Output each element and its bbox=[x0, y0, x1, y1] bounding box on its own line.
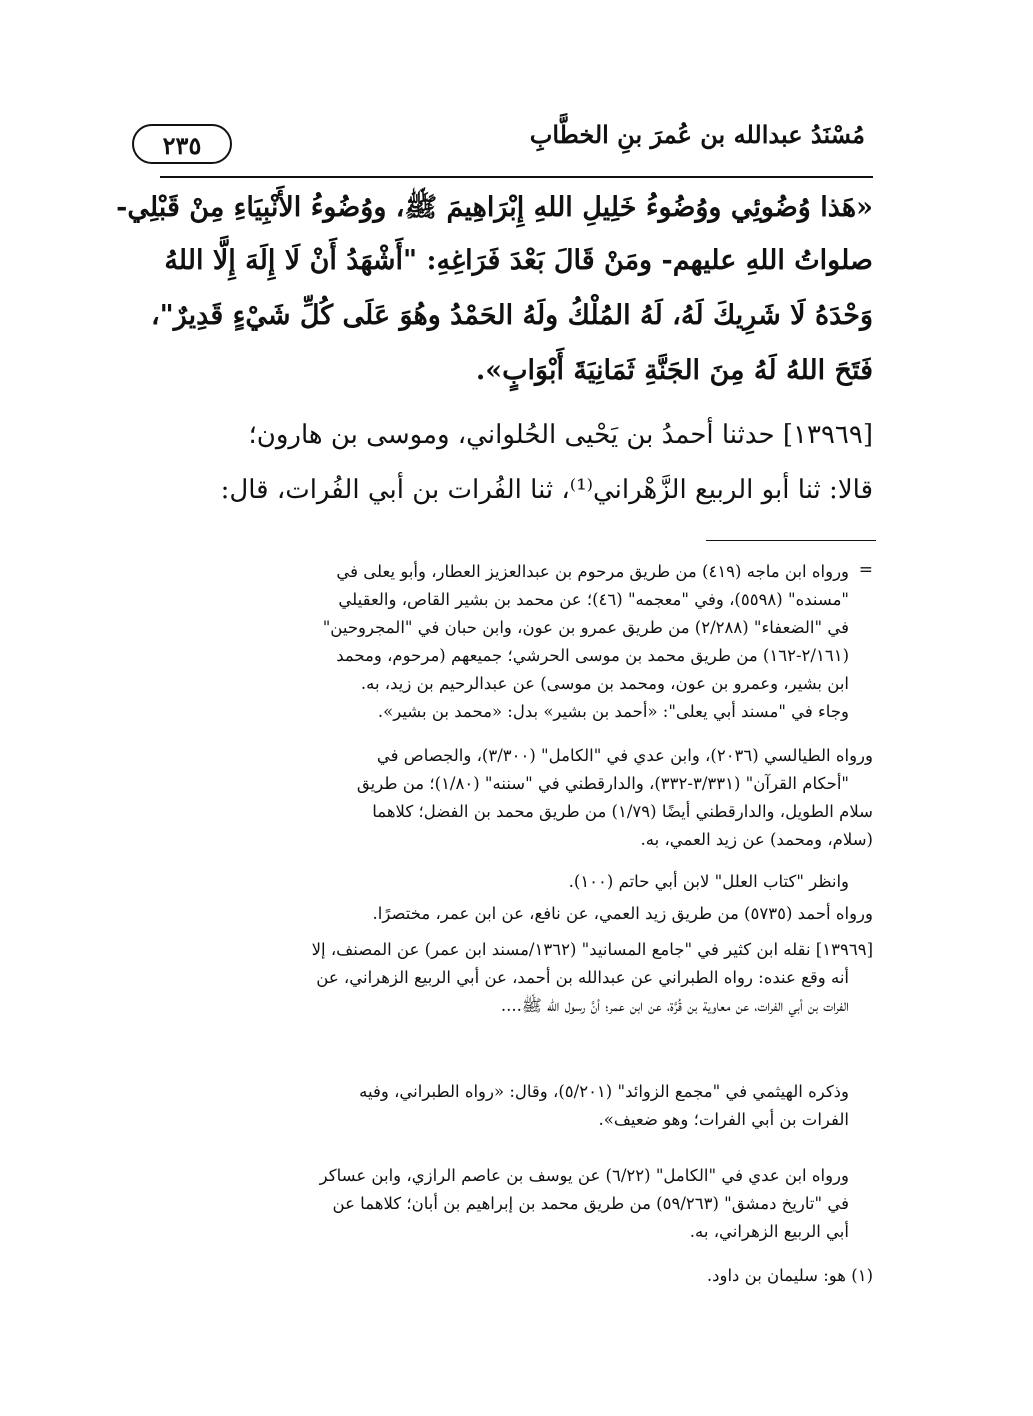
hadith-line: صلواتُ اللهِ عليهم- ومَنْ قَالَ بَعْدَ فَرَاغِهِ: "أَشْهَدُ أَنْ لَا إِلَهَ إِلَّا اللهُ bbox=[164, 245, 873, 276]
footnote-line: وانظر "كتاب العلل" لابن أبي حاتم (١٠٠). bbox=[568, 872, 849, 891]
footnote-line: الفرات بن أبي الفرات، عن معاوية بن قُرَّة، عن ابن عمر؛ أنَّ رسول الله ﷺ.... bbox=[500, 996, 849, 1015]
footnote-line: الفرات بن أبي الفرات؛ وهو ضعيف». bbox=[598, 1110, 849, 1129]
footnote-line: في "تاريخ دمشق" (٥٩/٢٦٣) من طريق محمد بن إبراهيم بن أبان؛ كلاهما عن bbox=[332, 1194, 849, 1213]
footnote-line: وجاء في "مسند أبي يعلى": «أحمد بن بشير» بدل: «محمد بن بشير». bbox=[377, 702, 849, 721]
footnote-separator bbox=[706, 540, 876, 541]
footnote-line: [١٣٩٦٩] نقله ابن كثير في "جامع المسانيد" (١٣٦٢/مسند ابن عمر) عن المصنف، إلا bbox=[311, 940, 873, 959]
footnote-line: ورواه الطيالسي (٢٠٣٦)، وابن عدي في "الكامل" (٣/٣٠٠)، والجصاص في bbox=[376, 746, 873, 765]
narration-line: قالا: ثنا أبو الربيع الزَّهْراني⁽¹⁾، ثنا الفُرات بن أبي الفُرات، قال: bbox=[220, 475, 873, 505]
running-header-title: مُسْنَدُ عبدالله بن عُمرَ بنِ الخطَّابِ bbox=[529, 120, 865, 149]
header-rule bbox=[160, 176, 873, 178]
footnote-line: ورواه ابن ماجه (٤١٩) من طريق مرحوم بن عبدالعزيز العطار، وأبو يعلى في bbox=[336, 562, 849, 581]
footnote-line: (٢/١٦١-١٦٢) من طريق محمد بن موسى الحرشي؛ جميعهم (مرحوم، ومحمد bbox=[336, 646, 849, 665]
hadith-line: فَتَحَ اللهُ لَهُ مِنَ الجَنَّةِ ثَمَانِيَةَ أَبْوَابٍ». bbox=[475, 355, 873, 386]
page-number-badge: ٢٣٥ bbox=[132, 124, 232, 164]
hadith-line: «هَذا وُضُوئِي ووُضُوءُ خَلِيلِ اللهِ إِبْرَاهِيمَ ﷺ، ووُضُوءُ الأَنْبِيَاءِ مِنْ قَبْلِي- bbox=[116, 192, 873, 223]
footnote-line: ورواه أحمد (٥٧٣٥) من طريق زيد العمي، عن نافع، عن ابن عمر، مختصرًا. bbox=[372, 904, 873, 923]
footnote-line: ابن بشير، وعمرو بن عون، ومحمد بن موسى) عن عبدالرحيم بن زيد، به. bbox=[360, 674, 849, 693]
footnote-line: "مسنده" (٥٥٩٨)، وفي "معجمه" (٤٦)؛ عن محمد بن بشير القاص، والعقيلي bbox=[338, 590, 849, 609]
footnote-line: في "الضعفاء" (٢/٢٨٨) من طريق عمرو بن عون، وابن حبان في "المجروحين" bbox=[322, 618, 849, 637]
footnote-line: ورواه ابن عدي في "الكامل" (٦/٢٢) عن يوسف بن عاصم الرازي، وابن عساكر bbox=[319, 1166, 849, 1185]
hadith-line: وَحْدَهُ لَا شَرِيكَ لَهُ، لَهُ المُلْكُ ولَهُ الحَمْدُ وهُوَ عَلَى كُلِّ شَيْءٍ قَدِيرٌ"، bbox=[150, 300, 873, 331]
footnote-line: (١) هو: سليمان بن داود. bbox=[706, 1266, 873, 1285]
footnote-continuation-marker: = bbox=[858, 560, 873, 580]
narration-line: [١٣٩٦٩] حدثنا أحمدُ بن يَحْيى الحُلواني، وموسى بن هارون؛ bbox=[248, 420, 873, 450]
footnote-line: أنه وقع عنده: رواه الطبراني عن عبدالله بن أحمد، عن أبي الربيع الزهراني، عن bbox=[316, 968, 849, 987]
footnote-line: "أحكام القرآن" (٣/٣٣١-٣٣٢)، والدارقطني في "سننه" (١/٨٠)؛ من طريق bbox=[356, 774, 849, 793]
footnote-line: وذكره الهيثمي في "مجمع الزوائد" (٥/٢٠١)، وقال: «رواه الطبراني، وفيه bbox=[359, 1082, 849, 1101]
footnote-line: سلام الطويل، والدارقطني أيضًا (١/٧٩) من طريق محمد بن الفضل؛ كلاهما bbox=[372, 802, 873, 821]
footnote-line: (سلام، ومحمد) عن زيد العمي، به. bbox=[640, 830, 873, 849]
footnote-line: أبي الربيع الزهراني، به. bbox=[689, 1222, 849, 1241]
